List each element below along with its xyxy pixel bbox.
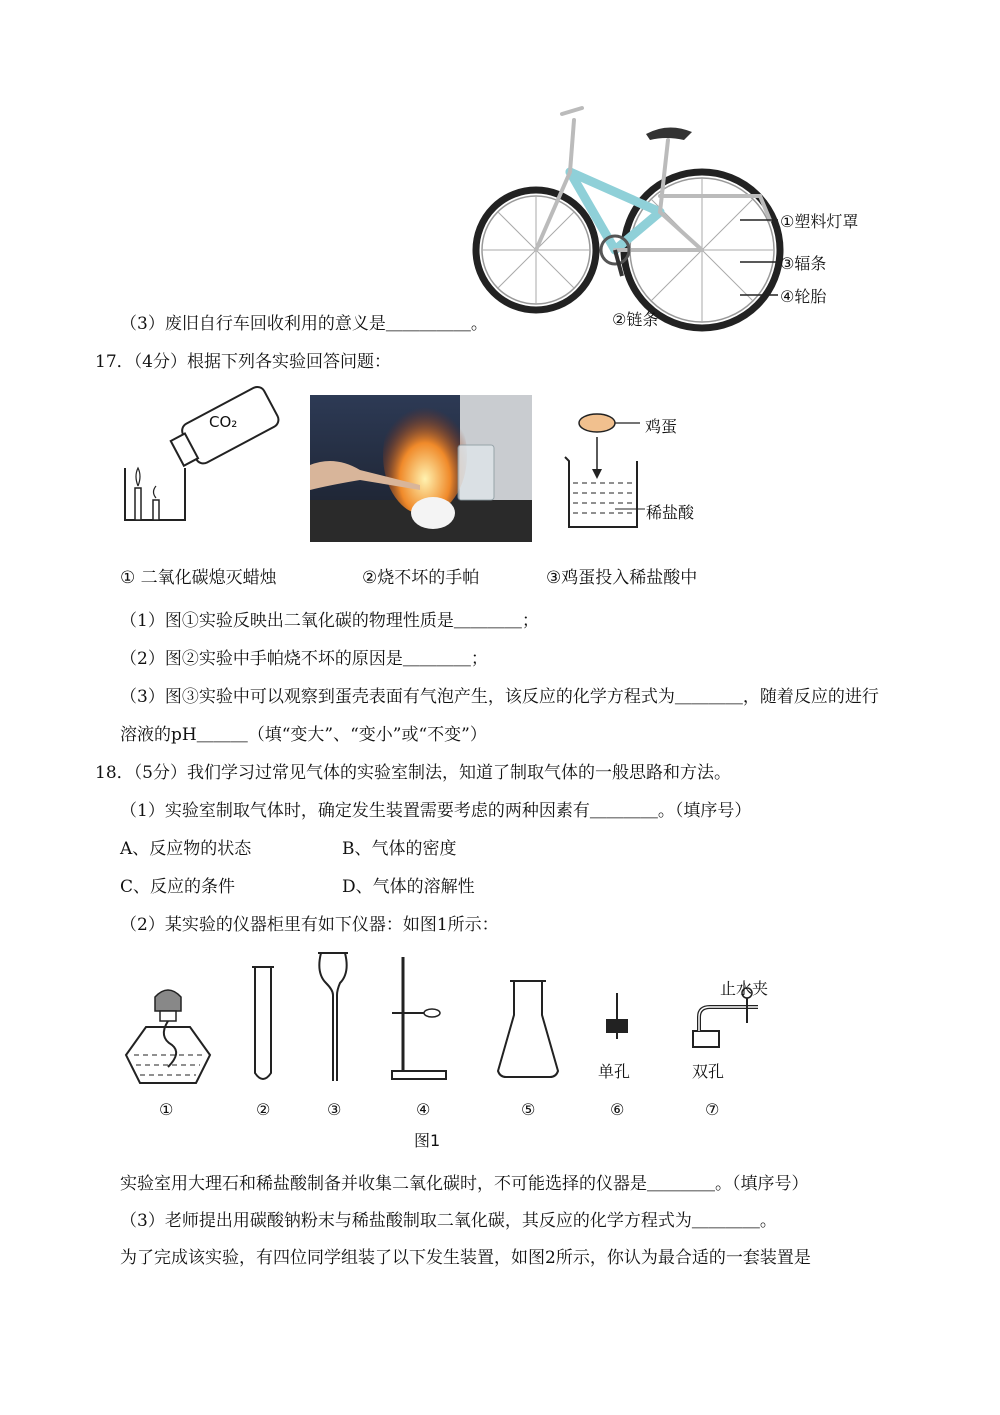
apparatus-figure	[110, 945, 790, 1090]
apparatus-number-7: ⑦	[705, 1100, 720, 1119]
q17-sub3-line2: 溶液的pH＿＿＿（填“变大”、“变小”或“不变”）	[120, 725, 487, 745]
q17-sub2: （2）图②实验中手帕烧不坏的原因是＿＿＿＿；	[120, 649, 488, 669]
iron-stand-icon	[392, 957, 446, 1079]
co2-label: CO₂	[209, 413, 238, 431]
burning-handkerchief-photo	[310, 395, 532, 542]
caption-fig2: ②烧不坏的手帕	[362, 568, 480, 588]
caption-fig3: ③鸡蛋投入稀盐酸中	[546, 568, 698, 588]
q18-sub3: （3）老师提出用碳酸钠粉末与稀盐酸制取二氧化碳，其反应的化学方程式为＿＿＿＿。	[120, 1211, 777, 1231]
bike-label-lampshade: ①塑料灯罩	[780, 212, 859, 231]
test-tube-icon	[252, 967, 274, 1079]
q18-sub1: （1）实验室制取气体时，确定发生装置需要考虑的两种因素有＿＿＿＿。（填序号）	[120, 801, 752, 821]
single-hole-label: 单孔	[598, 1062, 631, 1081]
apparatus-number-5: ⑤	[521, 1100, 536, 1119]
apparatus-number-1: ①	[159, 1100, 174, 1119]
option-a: A、反应物的状态	[120, 839, 252, 859]
co2-candle-figure	[115, 388, 275, 528]
bike-label-spoke: ③辐条	[780, 254, 827, 273]
q17-stem: 17．（4分）根据下列各实验回答问题：	[95, 352, 391, 372]
conical-flask-icon	[498, 981, 558, 1077]
option-b: B、气体的密度	[342, 839, 457, 859]
apparatus-number-2: ②	[256, 1100, 271, 1119]
acid-label: 稀盐酸	[646, 503, 695, 522]
apparatus-number-4: ④	[416, 1100, 431, 1119]
apparatus-number-6: ⑥	[610, 1100, 625, 1119]
egg-label: 鸡蛋	[645, 417, 678, 436]
figure-caption: 图1	[414, 1131, 441, 1150]
alcohol-lamp-icon	[126, 990, 210, 1083]
bike-label-tire: ④轮胎	[780, 287, 827, 306]
apparatus-number-3: ③	[327, 1100, 342, 1119]
clamp-label: 止水夹	[720, 979, 769, 998]
long-neck-funnel-icon	[318, 953, 348, 1081]
q18-sub2: （2）某实验的仪器柜里有如下仪器：如图1所示：	[120, 915, 499, 935]
caption-fig1: ① 二氧化碳熄灭蜡烛	[120, 568, 277, 588]
q17-sub1: （1）图①实验反映出二氧化碳的物理性质是＿＿＿＿；	[120, 611, 539, 631]
q18-sub2-question: 实验室用大理石和稀盐酸制备并收集二氧化碳时，不可能选择的仪器是＿＿＿＿。（填序号）	[120, 1174, 809, 1194]
option-d: D、气体的溶解性	[342, 877, 475, 897]
double-hole-label: 双孔	[692, 1062, 725, 1081]
option-c: C、反应的条件	[120, 877, 236, 897]
bike-label-chain: ②链条	[612, 310, 659, 329]
q18-sub3-continued: 为了完成该实验，有四位同学组装了以下发生装置，如图2所示，你认为最合适的一套装置是	[120, 1248, 811, 1268]
q18-stem: 18．（5分）我们学习过常见气体的实验室制法，知道了制取气体的一般思路和方法。	[95, 763, 731, 783]
q17-sub3-line1: （3）图③实验中可以观察到蛋壳表面有气泡产生，该反应的化学方程式为＿＿＿＿，随着反应的进行	[120, 687, 879, 707]
q16-part3: （3）废旧自行车回收利用的意义是＿＿＿＿＿。	[120, 314, 488, 334]
single-hole-stopper-icon	[606, 993, 628, 1039]
